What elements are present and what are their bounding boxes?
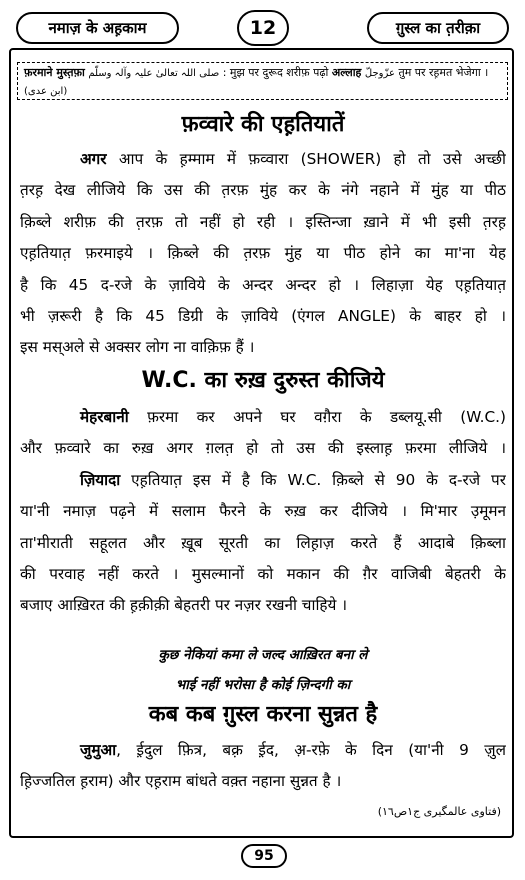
paragraph-wc	[20, 402, 506, 622]
line-text: आप के ह़म्माम में फ़व्वारा (SHOWER) हो तो उसे अच्छी	[106, 150, 506, 168]
salawat-arabic-2: عزّوجلّ	[364, 68, 395, 79]
page-number: 95	[241, 844, 287, 868]
section-heading-shower: फ़व्वारे की एह़तियातें	[181, 112, 345, 137]
section-heading-wc: W.C. का रुख़ दुरुस्त कीजिये	[141, 368, 385, 393]
line-text: भी ज़रूरी है कि 45 डिग्री के ज़ाविये (एंगल ANGLE) के बाहर हो ।	[20, 306, 506, 325]
text-line	[20, 559, 506, 590]
text-line	[20, 402, 506, 433]
line-text: और फ़व्वारे का रुख़ अगर ग़लत़ हो तो उस की इस्लाह़ फ़रमा लीजिये ।	[20, 439, 506, 458]
line-text: की परवाह नहीं करते । मुसल्मानों को मकान की ग़ैर वाजिबी बेहतरी के	[20, 564, 506, 583]
header-book-title: नमाज़ के अह़काम	[16, 12, 179, 44]
text-line	[20, 144, 506, 175]
line-text: एह़तियात़ फ़रमाइये । क़िब्ले की त़रफ़ मुंह या पीठ होने का मा'ना येह	[20, 244, 506, 263]
line-text: एह़तियात़ इस में है कि W.C. क़िब्ले से 90 के द-रजे पर	[120, 470, 506, 489]
line-text: या'नी नमाज़ पढ़ने में सलाम फैरने के रुख़ कर दीजिये । मि'मार उ़मूमन	[20, 502, 506, 521]
text-line	[20, 207, 506, 238]
salawat-lead: फ़रमाने मुस्त़फ़ा	[24, 66, 85, 79]
text-line	[20, 528, 506, 559]
lead-word: मेहरबानी	[80, 408, 129, 426]
text-line	[20, 433, 506, 464]
salawat-text: : मुझ पर दुरूद शरीफ़ पढ़ो	[219, 66, 332, 79]
line-text: फ़रमा कर अपने घर वग़ैरा के डब्लयू.सी (W.C.)	[128, 408, 506, 426]
text-line	[20, 590, 506, 621]
text-line	[20, 465, 506, 496]
text-line	[20, 766, 506, 797]
text-line	[20, 238, 506, 269]
text-line	[20, 175, 506, 206]
line-text: ह़िज्जतिल ह़राम) और एह़राम बांधते वक़्त नहाना सुन्नत है ।	[20, 772, 342, 791]
header-chapter-number: 12	[237, 10, 289, 46]
text-line	[20, 332, 506, 363]
text-line	[20, 270, 506, 301]
text-line	[20, 735, 506, 766]
header-chapter-title: ग़ुस्ल का त़रीक़ा	[367, 12, 509, 44]
reference-citation: (فتاوی عالمگیری ج١ص١٦)	[377, 805, 501, 818]
line-text: ता'मीराती सहूलत और ख़ूब सूरती का लिह़ाज़ करते हैं आदाबे क़िब्ला	[20, 533, 506, 552]
line-text: है कि 45 द-रजे के ज़ाविये के अन्दर अन्दर हो । लिहाज़ा येह एह़तियात़	[20, 275, 506, 294]
line-text: त़रह़ देख लीजिये कि उस की त़रफ़ मुंह कर के नंगे नहाने में मुंह या पीठ	[20, 181, 506, 200]
line-text: क़िब्ले शरीफ़ की त़रफ़ तो नहीं हो रही । इस्तिन्जा ख़ाने में भी इसी त़रह़	[20, 212, 506, 231]
lead-word: ज़ियादा	[80, 470, 121, 489]
paragraph-ghusl	[20, 735, 506, 798]
paragraph-shower	[20, 144, 506, 364]
text-line	[20, 496, 506, 527]
lead-word: जुमुआ	[80, 741, 117, 759]
line-text: , ई़दुल फ़ित्र, बक़्र ई़द, अ़-रफ़े के दिन (या'नी 9 ज़ुल	[116, 741, 506, 759]
salawat-source: (ابن عدی)	[24, 86, 68, 97]
couplet-line-1: कुछ नेकियां कमा ले जल्द आख़िरत बना ले	[158, 647, 368, 663]
line-text: इस मस्अले से अक्सर लोग ना वाक़िफ़ हैं ।	[20, 338, 255, 357]
salawat-text-2: तुम पर रह़मत भेजेगा ।	[394, 66, 489, 79]
salawat-arabic: صلی اللہ تعالیٰ علیہ وآلہ وسلّم	[88, 68, 220, 79]
couplet-line-2: भाई नहीं भरोसा है कोई ज़िन्दगी का	[175, 677, 351, 693]
lead-word: अगर	[80, 150, 107, 168]
salawat-box	[17, 62, 508, 100]
salawat-allah: अल्लाह	[331, 66, 362, 79]
line-text: बजाए आख़िरत की ह़क़ीक़ी बेहतरी पर नज़र रखनी चाहिये ।	[20, 596, 348, 615]
text-line	[20, 301, 506, 332]
section-heading-ghusl: कब कब ग़ुस्ल करना सुन्नत है	[148, 702, 378, 727]
